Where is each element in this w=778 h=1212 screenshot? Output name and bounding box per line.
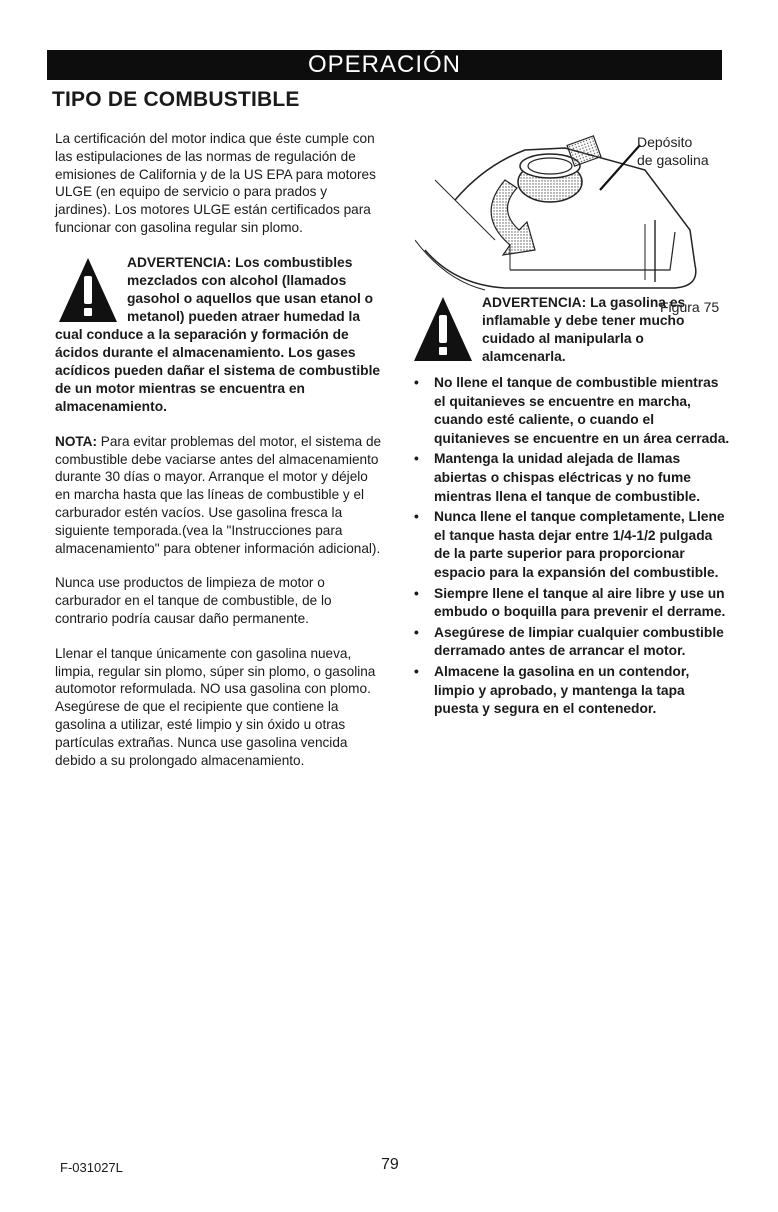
safety-bullet-item <box>410 508 730 582</box>
safety-bullet-item <box>410 663 730 719</box>
figure-caption: Figura 75 <box>660 299 720 315</box>
left-column <box>55 130 385 786</box>
section-title: TIPO DE COMBUSTIBLE <box>52 88 300 111</box>
bullet-glyph: • <box>414 663 419 679</box>
alcohol-warning-text: ADVERTENCIA: Los combustibles mezclados con alcohol (llamados gasohol o aquellos que usan etanol o metanol) pueden atraer humedad la cual conduce a la separación y formación de ácidos durante el almacenamiento. Los gases acídicos pueden dañar el sistema de combustible de un motor mientras se encuentra en almacenamiento. <box>55 254 381 414</box>
intro-paragraph: La certificación del motor indica que éste cumple con las estipulaciones de las normas de regulación de emisiones de California y de la US EPA para motores ULGE (en equipo de servicio o para prados y jardines). Los motores ULGE están certificados para funcionar con gasolina regular sin plomo. <box>55 131 376 235</box>
gasoline-warning <box>410 293 730 366</box>
warning-icon <box>412 295 474 363</box>
bullet-text: Siempre llene el tanque al aire libre y use un embudo o boquilla para prevenir el derrame. <box>434 585 726 620</box>
bullet-text: Asegúrese de limpiar cualquier combustible derramado antes de arrancar el motor. <box>434 624 724 659</box>
right-column <box>410 293 730 721</box>
safety-bullet-item <box>410 374 730 448</box>
bullet-glyph: • <box>414 451 419 467</box>
callout-line-1: Depósito <box>637 134 693 150</box>
bullet-text: No llene el tanque de combustible mientras el quitanieves se encuentre en marcha, cuando esté caliente, o cuando el quitanieves se encuentre en un área cerrada. <box>434 375 730 446</box>
nota-paragraph <box>55 433 385 558</box>
nota-label: NOTA: <box>55 433 98 449</box>
cleaning-paragraph: Nunca use productos de limpieza de motor o carburador en el tanque de combustible, de lo contrario podría causar daño permanente. <box>55 575 332 626</box>
safety-bullet-item <box>410 450 730 506</box>
bullet-text: Almacene la gasolina en un contendor, limpio y aprobado, y mantenga la tapa puesta y segura en el contenedor. <box>434 663 690 717</box>
gasoline-warning-text: ADVERTENCIA: La gasolina es inflamable y debe tener mucho cuidado al manipularla o alamcenarla. <box>482 295 686 364</box>
bullet-glyph: • <box>414 585 419 601</box>
bullet-text: Mantenga la unidad alejada de llamas abiertas o chispas eléctricas y no fume mientras llena el tanque de combustible. <box>434 451 701 504</box>
callout-line-2: de gasolina <box>637 152 709 168</box>
document-code: F-031027L <box>60 1160 123 1175</box>
nota-text: Para evitar problemas del motor, el sistema de combustible debe vaciarse antes del almacenamiento durante 30 días o mayor. Arranque el motor y déjelo en marcha hasta que las líneas de combustible y el carburador estén vacíos. Use gasolina fresca la siguiente temporada.(vea la "Instrucciones para almacenamiento" para obtener información adicional). <box>55 433 382 556</box>
safety-bullet-item <box>410 585 730 622</box>
page-number: 79 <box>381 1156 399 1173</box>
safety-bullet-item <box>410 624 730 661</box>
figure-callout <box>637 133 709 169</box>
bullet-glyph: • <box>414 375 419 390</box>
safety-bullets <box>410 374 730 719</box>
warning-icon <box>57 256 119 324</box>
bullet-text: Nunca llene el tanque completamente, Llene el tanque hasta dejar entre 1/4-1/2 pulgada de la parte superior para proporcionar espacio para la expansión del combustible. <box>434 509 725 580</box>
section-banner: OPERACIÓN <box>47 50 722 80</box>
bullet-glyph: • <box>414 624 419 640</box>
bullet-glyph: • <box>414 509 419 525</box>
fill-paragraph: Llenar el tanque únicamente con gasolina nueva, limpia, regular sin plomo, súper sin plomo, o gasolina automotor reformulada. NO usa gasolina con plomo. Asegúrese de que el recipiente que contiene la gasolina a utilizar, esté limpio y sin óxido u otras partículas extrañas. Nunca use gasolina vencida debido a su prolongado almacenamiento. <box>55 645 376 768</box>
alcohol-warning <box>55 254 385 416</box>
